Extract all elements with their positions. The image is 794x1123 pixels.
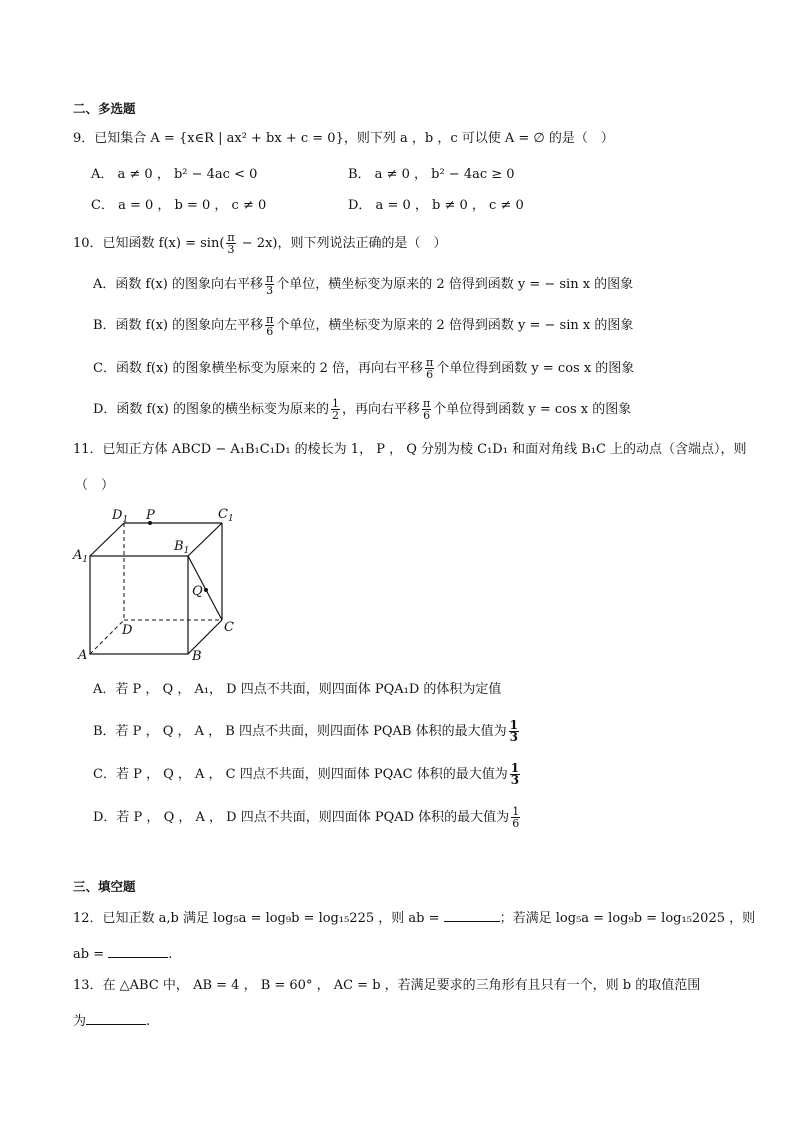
denominator: 6 [266, 325, 274, 338]
fraction [422, 398, 431, 421]
denominator: 6 [423, 409, 431, 422]
option-text: C．函数 f(x) 的图象横坐标变为原来的 2 倍，再向右平移 [93, 361, 424, 376]
denominator: 6 [512, 817, 520, 830]
question-text: ab = [73, 947, 105, 962]
denominator: 6 [426, 368, 434, 381]
question-11-stem: 11．已知正方体 ABCD − A₁B₁C₁D₁ 的棱长为 1， P ， Q 分别为棱 C₁D₁ 和面对角线 B₁C 上的动点（含端点），则 [73, 442, 747, 457]
question-9-option-d: D． a = 0 ， b ≠ 0 ， c ≠ 0 [348, 198, 524, 213]
numerator: π [265, 272, 274, 285]
option-text: A．函数 f(x) 的图象向右平移 [93, 277, 263, 292]
denominator: 2 [331, 409, 339, 422]
question-9-option-b: B． a ≠ 0 ， b² − 4ac ≥ 0 [348, 167, 515, 182]
option-text: D．函数 f(x) 的图象的横坐标变为原来的 [93, 402, 329, 417]
question-12-line-1 [73, 909, 755, 928]
answer-blank[interactable] [86, 1012, 146, 1025]
option-text: B．若 P ， Q ， A ， B 四点不共面，则四面体 PQAB 体积的最大值为 [93, 724, 507, 739]
question-11-option-a: A．若 P ， Q ， A₁， D 四点不共面，则四面体 PQA₁D 的体积为定值 [93, 682, 502, 697]
option-text: ，再向右平移 [341, 402, 420, 417]
label-q: Q [192, 584, 203, 599]
option-text: 个单位，横坐标变为原来的 2 倍得到函数 y = − sin x 的图象 [276, 277, 634, 292]
edge-a1d1 [90, 523, 124, 556]
denominator: 3 [266, 284, 274, 297]
label-a: A [78, 648, 88, 663]
fraction [265, 314, 274, 337]
question-12-line-2 [73, 945, 172, 964]
numerator: π [423, 397, 431, 410]
point-q-marker [204, 588, 208, 592]
answer-blank[interactable] [108, 945, 168, 958]
question-13-line-2 [73, 1012, 150, 1031]
hidden-edge-ad [90, 620, 124, 654]
question-9-option-c: C． a = 0 ， b = 0 ， c ≠ 0 [91, 198, 267, 213]
stem-text: − 2x)，则下列说法正确的是（ ） [237, 236, 447, 251]
numerator: 1 [509, 718, 518, 732]
option-text: C．若 P ， Q ， A ， C 四点不共面，则四面体 PQAC 体积的最大值为 [93, 767, 508, 782]
denominator: 3 [227, 243, 235, 256]
option-text: 个单位，横坐标变为原来的 2 倍得到函数 y = − sin x 的图象 [276, 318, 634, 333]
cube-figure [70, 500, 250, 670]
question-text: 为 [73, 1014, 87, 1029]
answer-blank[interactable] [444, 909, 500, 922]
label-d1: $D_1$ [112, 508, 129, 525]
front-face [90, 556, 188, 654]
numerator: π [266, 313, 274, 326]
section-heading-fill-in: 三、填空题 [73, 879, 136, 894]
question-11-option-b [93, 720, 521, 743]
question-10-option-a [93, 273, 633, 296]
option-text: 个单位得到函数 y = cos x 的图象 [433, 402, 632, 417]
fraction [265, 273, 274, 296]
question-11-option-c [93, 763, 522, 786]
period: . [168, 947, 173, 962]
label-c1: $C_1$ [218, 507, 234, 524]
option-text: 个单位得到函数 y = cos x 的图象 [436, 361, 635, 376]
section-heading-multiple-choice: 二、多选题 [73, 101, 136, 116]
option-text: B．函数 f(x) 的图象向左平移 [93, 318, 264, 333]
question-text: ；若满足 log₅a = log₉b = log₁₅2025 ，则 [499, 911, 756, 926]
question-11-option-d [93, 806, 522, 829]
fraction [226, 232, 235, 255]
option-text: D．若 P ， Q ， A ， D 四点不共面，则四面体 PQAD 体积的最大值为 [93, 810, 510, 825]
question-9-stem: 9．已知集合 A = {x∈R | ax² + bx + c = 0}，则下列 a ，b ，c 可以使 A = ∅ 的是（ ） [73, 131, 614, 146]
fraction [510, 763, 520, 786]
question-10-option-d [93, 398, 631, 421]
question-11-answer-paren: （ ） [75, 478, 115, 493]
numerator: 1 [331, 397, 339, 410]
fraction [425, 357, 434, 380]
label-a1: $A_1$ [73, 548, 89, 565]
denominator: 3 [510, 773, 520, 787]
question-9-option-a: A． a ≠ 0 ， b² − 4ac < 0 [91, 167, 258, 182]
label-b: B [192, 649, 202, 664]
numerator: π [227, 231, 235, 244]
question-10-stem [73, 232, 446, 255]
question-10-option-b [93, 314, 633, 337]
question-10-option-c [93, 357, 634, 380]
numerator: 1 [512, 805, 520, 818]
fraction [509, 720, 519, 743]
numerator: 1 [510, 761, 520, 775]
question-13-line-1: 13．在 △ABC 中， AB = 4 ， B = 60° ， AC = b ，若满足要求的三角形有且只有一个，则 b 的取值范围 [73, 978, 701, 993]
label-c: C [224, 620, 234, 635]
numerator: π [426, 356, 434, 369]
edge-b1c1 [188, 523, 222, 556]
denominator: 3 [509, 730, 518, 744]
question-text: 12．已知正数 a,b 满足 log₅a = log₉b = log₁₅225 ，则 ab = [73, 911, 440, 926]
label-b1: $B_1$ [174, 539, 190, 556]
fraction [511, 806, 520, 829]
period: . [146, 1014, 151, 1029]
fraction [331, 398, 340, 421]
stem-text: 10．已知函数 f(x) = sin( [73, 236, 225, 251]
label-d: D [122, 623, 133, 638]
label-p: P [146, 508, 155, 523]
